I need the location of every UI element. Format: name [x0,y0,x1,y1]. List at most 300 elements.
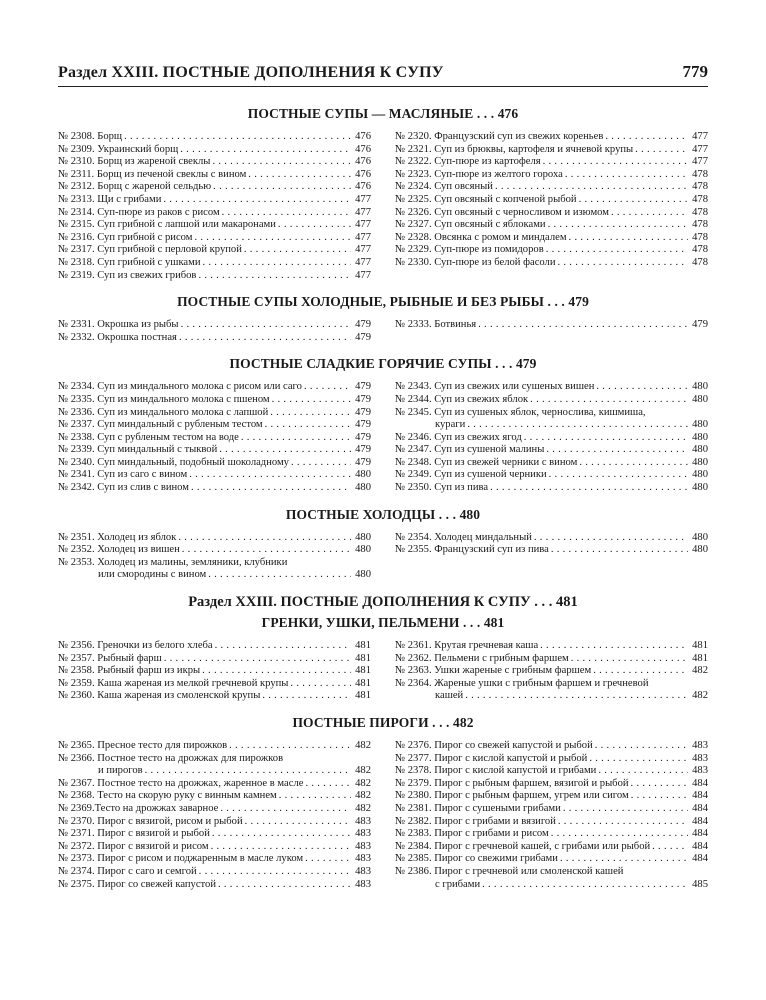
dot-leader [220,803,351,816]
entry-title: № 2337. Суп миндальный с рубленым тестом [58,419,263,431]
toc-entry [395,144,708,157]
entry-title: № 2374. Пирог с саго и семгой [58,865,197,877]
entry-title: № 2361. Крутая гречневая каша [395,640,539,652]
entry-page: 482 [355,765,371,777]
entry-page: 477 [355,219,371,231]
entry-page: 477 [355,231,371,243]
entry-title: № 2321. Суп из брюквы, картофеля и ячневой крупы [395,143,634,155]
entry-page: 479 [355,319,371,331]
toc-entry [395,532,708,545]
entry-title: № 2320. Французский суп из свежих кореньев [395,131,604,142]
dot-leader [571,653,688,666]
toc-entry [58,419,371,432]
dot-leader [208,569,351,582]
right-column [395,532,708,582]
dot-leader [579,457,688,470]
toc-entry [395,828,708,841]
toc-entry [58,156,371,169]
section-sweet-hot-soups [58,356,708,494]
toc-entry [395,131,708,144]
dot-leader [241,432,351,445]
dot-leader [262,690,351,703]
dot-leader [218,879,351,892]
entry-page: 478 [692,193,708,205]
toc-entry [395,665,708,678]
toc-entry [58,469,371,482]
toc-entry [58,457,371,470]
section-title: ГРЕНКИ, УШКИ, ПЕЛЬМЕНИ . . . 481 [261,615,505,631]
dot-leader [203,257,351,270]
entry-title: № 2375. Пирог со свежей капустой [58,878,217,890]
entry-title: № 2352. Холодец из вишен [58,544,180,556]
entry-title: № 2319. Суп из свежих грибов [58,269,197,281]
dot-leader [546,444,688,457]
dot-leader [635,144,688,157]
entry-page: 484 [692,828,708,840]
entry-page: 479 [355,393,371,405]
entry-title: кураги [435,419,466,431]
dot-leader [202,665,351,678]
dot-leader [244,244,351,257]
dot-leader [551,828,688,841]
right-column [395,640,708,703]
entry-page: 476 [355,168,371,180]
entry-title: № 2333. Ботвинья [395,319,477,331]
entry-page: 484 [692,777,708,789]
entry-page: 480 [355,531,371,543]
dot-leader [219,444,351,457]
entry-title: № 2363. Ушки жареные с грибным фаршем [395,665,592,677]
dot-leader [548,219,688,232]
entry-page: 479 [692,319,708,331]
toc-entry [58,866,371,879]
entry-page: 484 [692,853,708,865]
entry-title: № 2317. Суп грибной с перловой крупой [58,244,242,256]
entry-title: и пирогов [98,765,143,777]
entry-page: 480 [692,444,708,456]
entry-title: № 2330. Суп-пюре из белой фасоли [395,256,556,268]
entry-page: 483 [355,828,371,840]
toc-entry [58,270,371,283]
toc-entry [395,457,708,470]
section-croutons-dumplings [58,615,708,703]
entry-title: № 2360. Каша жареная из смоленской крупы [58,690,261,702]
entry-page: 476 [355,143,371,155]
toc-entry [395,219,708,232]
toc-entry [58,319,371,332]
entry-title: № 2310. Борщ из жареной свеклы [58,156,211,168]
entry-page: 483 [692,752,708,764]
entry-page: 485 [692,878,708,890]
entry-title: № 2381. Пирог с сушеными грибами [395,802,561,814]
toc-entry [58,244,371,257]
entry-title: № 2314. Суп-пюре из раков с рисом [58,206,220,218]
dot-leader [558,257,688,270]
toc-entry [58,690,371,703]
toc-entry [58,131,371,144]
entry-page: 480 [692,431,708,443]
entry-page: 478 [692,181,708,193]
toc-entry [395,816,708,829]
dot-leader [631,790,688,803]
dot-leader [278,219,351,232]
entry-page: 479 [355,444,371,456]
toc-entry [58,790,371,803]
toc-entry [395,482,708,495]
dot-leader [229,740,351,753]
entry-title: № 2344. Суп из свежих яблок [395,393,529,405]
dot-leader [524,432,688,445]
dot-leader [145,765,351,778]
dot-leader [213,181,351,194]
dot-leader [596,381,688,394]
toc-entry [395,181,708,194]
entry-page: 479 [355,431,371,443]
entry-title: № 2322. Суп-пюре из картофеля [395,156,541,168]
entry-title: № 2331. Окрошка из рыбы [58,319,179,331]
entry-title: № 2362. Пельмени с грибным фаршем [395,652,569,664]
toc-entry [58,144,371,157]
entry-page: 480 [355,544,371,556]
entry-title: № 2325. Суп овсяный с копченой рыбой [395,193,577,205]
entry-title: № 2332. Окрошка постная [58,331,177,343]
entry-page: 483 [355,865,371,877]
toc-entry: № 2366. Постное тесто на дрожжах для пирожков [58,752,284,764]
dot-leader [543,156,688,169]
entry-page: 483 [355,815,371,827]
entry-page: 482 [692,665,708,677]
left-column [58,640,371,703]
entry-page: 482 [355,777,371,789]
entry-title: № 2342. Суп из слив с вином [58,482,189,494]
dot-leader [178,532,351,545]
entry-title: № 2357. Рыбный фарш [58,652,162,664]
toc-entry [58,803,371,816]
toc-entry [395,381,708,394]
toc-entry [395,653,708,666]
entry-page: 477 [355,256,371,268]
toc-entry [395,232,708,245]
entry-title: № 2379. Пирог с рыбным фаршем, вязигой и рыбой [395,777,629,789]
toc-entry [58,232,371,245]
entry-page: 479 [355,456,371,468]
toc-entry [58,407,371,420]
section-lenten-jellies [58,507,708,582]
entry-page: 480 [692,482,708,494]
dot-leader [551,544,688,557]
entry-title: № 2365. Пресное тесто для пирожков [58,740,228,751]
toc-entry [58,765,371,778]
entry-page: 483 [692,740,708,751]
entry-page: 477 [355,193,371,205]
dot-leader [304,381,351,394]
toc-entry [58,653,371,666]
section-title: ПОСТНЫЕ СЛАДКИЕ ГОРЯЧИЕ СУПЫ . . . 479 [229,356,537,372]
entry-page: 478 [692,256,708,268]
dot-leader [198,270,351,283]
section-lenten-oily-soups [58,106,708,282]
dot-leader [194,232,351,245]
entry-page: 480 [355,569,371,581]
dot-leader [589,753,688,766]
entry-title: № 2378. Пирог с кислой капустой и грибами [395,765,597,777]
entry-title: или смородины с вином [98,569,207,581]
toc-entry [395,753,708,766]
dot-leader [558,816,688,829]
toc-entry [395,790,708,803]
entry-title: № 2354. Холодец миндальный [395,531,532,543]
toc-entry [58,816,371,829]
toc-entry: № 2353. Холодец из малины, земляники, клубники [58,556,288,568]
entry-page: 480 [692,456,708,468]
toc-entry [395,841,708,854]
toc-entry [58,879,371,892]
entry-page: 477 [355,244,371,256]
entry-page: 476 [355,181,371,193]
entry-title: № 2341. Суп из саго с вином [58,469,188,481]
entry-page: 480 [692,381,708,393]
entry-page: 477 [692,156,708,168]
dot-leader [546,244,688,257]
entry-title: № 2343. Суп из свежих или сушеных вишен [395,381,595,393]
header-title: Раздел XXIII. ПОСТНЫЕ ДОПОЛНЕНИЯ К СУПУ [58,64,444,81]
section-title: ПОСТНЫЕ ХОЛОДЦЫ . . . 480 [285,506,481,522]
entry-page: 480 [692,393,708,405]
dot-leader [593,665,688,678]
entry-page: 480 [692,531,708,543]
dot-leader [540,640,688,653]
entry-title: № 2338. Суп с рубленым тестом на воде [58,431,239,443]
toc-entry [395,740,708,753]
toc-entry [58,569,371,582]
entry-title: № 2340. Суп миндальный, подобный шоколадному [58,456,289,468]
toc-entry [395,444,708,457]
entry-title: № 2359. Каша жареная из мелкой гречневой крупы [58,677,289,689]
toc-entry [58,665,371,678]
dot-leader [549,469,688,482]
dot-leader [199,866,351,879]
left-column [58,319,371,344]
entry-title: № 2346. Суп из свежих ягод [395,431,522,443]
dot-leader [478,319,688,332]
dot-leader [605,131,688,144]
entry-page: 478 [692,231,708,243]
toc-entry [58,640,371,653]
dot-leader [565,169,688,182]
entry-title: № 2334. Суп из миндального молока с рисом или саго [58,381,302,393]
toc-entry [58,257,371,270]
section-cold-soups [58,294,708,344]
entry-page: 479 [355,381,371,393]
entry-title: № 2347. Суп из сушеной малины [395,444,545,456]
entry-page: 476 [355,131,371,142]
entry-page: 479 [355,419,371,431]
toc-entry [395,544,708,557]
dot-leader [305,778,351,791]
left-column [58,740,371,891]
entry-page: 480 [355,469,371,481]
entry-title: № 2324. Суп овсяный [395,181,493,193]
entry-title: с грибами [435,878,481,890]
toc-entry [395,778,708,791]
dot-leader [248,169,351,182]
toc-entry [58,219,371,232]
entry-title: № 2371. Пирог с вязигой и рыбой [58,828,210,840]
toc-entry [58,853,371,866]
dot-leader [305,853,351,866]
toc-entry [395,156,708,169]
entry-page: 480 [692,544,708,556]
dot-leader [222,207,351,220]
entry-page: 484 [692,802,708,814]
dot-leader [595,740,688,753]
entry-title: № 2380. Пирог с рыбным фаршем, угрем или сигом [395,790,629,802]
dot-leader [569,232,688,245]
entry-title: № 2372. Пирог с вязигой и рисом [58,840,209,852]
entry-title: № 2385. Пирог со свежими грибами [395,853,558,865]
entry-title: № 2351. Холодец из яблок [58,531,177,543]
dot-leader [270,407,351,420]
entry-title: № 2348. Суп из свежей черники с вином [395,456,578,468]
dot-leader [495,181,688,194]
entry-title: № 2350. Суп из пива [395,482,489,494]
entry-title: № 2315. Суп грибной с лапшой или макаронами [58,219,276,231]
entry-page: 482 [355,790,371,802]
dot-leader [598,765,688,778]
section-title: ПОСТНЫЕ ПИРОГИ . . . 482 [292,715,474,730]
entry-page: 477 [355,269,371,281]
entry-title: № 2311. Борщ из печеной свеклы с вином [58,168,247,180]
dot-leader [534,532,688,545]
left-column [58,381,371,494]
toc-entry [58,532,371,545]
entry-title: № 2318. Суп грибной с ушками [58,256,201,268]
dot-leader [482,879,688,892]
toc-entry [58,207,371,220]
toc-entry [395,690,708,703]
entry-page: 478 [692,206,708,218]
entry-page: 478 [692,219,708,231]
section-title: ПОСТНЫЕ СУПЫ — МАСЛЯНЫЕ . . . 476 [247,106,519,121]
entry-title: № 2356. Греночки из белого хлеба [58,640,213,652]
toc-entry [395,207,708,220]
entry-page: 477 [692,131,708,142]
entry-title: № 2383. Пирог с грибами и рисом [395,828,549,840]
dot-leader [290,678,351,691]
entry-title: № 2308. Борщ [58,131,123,142]
toc-entry [58,381,371,394]
entry-page: 483 [355,840,371,852]
dot-leader [265,419,351,432]
dot-leader [245,816,351,829]
entry-title: № 2382. Пирог с грибами и вязигой [395,815,556,827]
right-column [395,319,708,344]
toc-entry [58,394,371,407]
entry-page: 479 [355,406,371,418]
right-column [395,131,708,282]
toc-entry [58,740,371,753]
entry-page: 480 [692,419,708,431]
entry-page: 481 [355,640,371,652]
entry-title: № 2384. Пирог с гречневой кашей, с грибами или рыбой [395,840,651,852]
toc-entry [395,640,708,653]
entry-page: 478 [692,168,708,180]
entry-title: № 2349. Суп из сушеной черники [395,469,547,481]
entry-page: 482 [355,802,371,814]
running-header [58,62,708,87]
toc-entry [58,544,371,557]
entry-title: № 2368. Тесто на скорую руку с винным камнем [58,790,277,802]
entry-page: 484 [692,840,708,852]
left-column [58,532,371,582]
entry-page: 477 [355,206,371,218]
entry-title: № 2373. Пирог с рисом и поджаренным в масле луком [58,853,304,865]
entry-page: 480 [692,469,708,481]
entry-page: 481 [355,677,371,689]
entry-page: 479 [355,331,371,343]
toc-entry [58,181,371,194]
entry-title: № 2328. Овсянка с ромом и миндалем [395,231,567,243]
dot-leader [291,457,351,470]
toc-entry [58,678,371,691]
entry-page: 483 [355,853,371,865]
part-title: Раздел XXIII. ПОСТНЫЕ ДОПОЛНЕНИЯ К СУПУ . . . 481 [188,594,578,611]
entry-page: 483 [692,765,708,777]
toc-entry [395,803,708,816]
entry-title: № 2369.Тесто на дрожжах заварное [58,802,219,814]
entry-title: № 2370. Пирог с вязигой, рисом и рыбой [58,815,243,827]
table-of-contents [58,94,708,891]
toc-entry [395,419,708,432]
dot-leader [465,690,688,703]
dot-leader [272,394,351,407]
dot-leader [631,778,688,791]
entry-title: кашей [435,690,464,702]
right-column [395,381,708,494]
entry-title: № 2316. Суп грибной с рисом [58,231,193,243]
entry-title: № 2339. Суп миндальный с тыквой [58,444,218,456]
dot-leader [164,653,351,666]
toc-entry [58,432,371,445]
toc-entry [395,194,708,207]
toc-entry [395,765,708,778]
dot-leader [163,194,351,207]
toc-entry [395,257,708,270]
entry-title: № 2323. Суп-пюре из желтого гороха [395,168,563,180]
toc-entry: № 2386. Пирог с гречневой или смоленской кашей [395,865,624,877]
entry-page: 482 [692,690,708,702]
toc-entry [58,482,371,495]
dot-leader [215,640,351,653]
entry-title: № 2329. Суп-пюре из помидоров [395,244,544,256]
dot-leader [563,803,688,816]
entry-page: 483 [355,878,371,890]
entry-page: 481 [355,690,371,702]
entry-page: 481 [692,652,708,664]
dot-leader [212,156,351,169]
dot-leader [179,332,351,345]
dot-leader [189,469,351,482]
toc-entry [395,169,708,182]
dot-leader [279,790,351,803]
entry-title: № 2327. Суп овсяный с яблоками [395,219,546,231]
entry-title: № 2309. Украинский борщ [58,143,179,155]
toc-entry: № 2364. Жареные ушки с грибным фаршем и гречневой [395,677,649,689]
toc-entry [58,332,371,345]
entry-title: № 2367. Постное тесто на дрожжах, жаренное в масле [58,777,304,789]
toc-entry [395,879,708,892]
toc-entry [395,319,708,332]
